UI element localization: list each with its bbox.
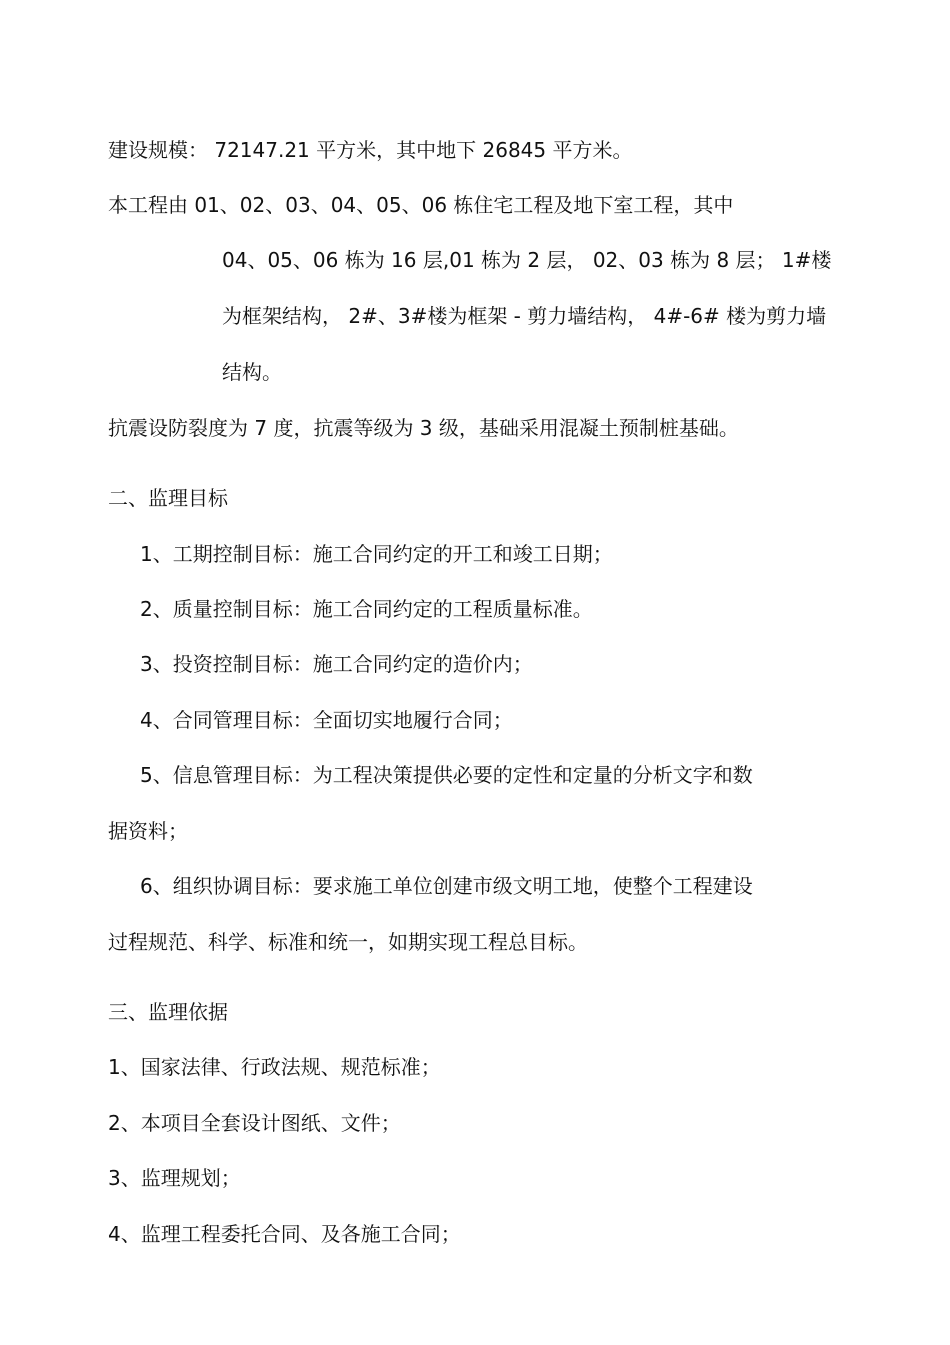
section-heading-supervision-goals: 二、监理目标	[108, 486, 228, 510]
project-composition-text: 结构。	[222, 360, 282, 384]
seismic-text: 抗震设防裂度为 7 度，抗震等级为 3 级，基础采用混凝土预制桩基础。	[108, 416, 739, 440]
goal-item-continued: 过程规范、科学、标准和统一，如期实现工程总目标。	[108, 930, 588, 954]
goal-item: 1、工期控制目标：施工合同约定的开工和竣工日期；	[140, 542, 613, 566]
basis-item: 4、监理工程委托合同、及各施工合同；	[108, 1222, 461, 1246]
project-composition-text: 04、05、06 栋为 16 层,01 栋为 2 层， 02、03 栋为 8 层； 1#楼	[222, 248, 832, 272]
basis-item: 3、监理规划；	[108, 1166, 241, 1190]
goal-item-continued: 据资料；	[108, 819, 188, 843]
project-composition-text: 本工程由 01、02、03、04、05、06 栋住宅工程及地下室工程，其中	[108, 193, 734, 217]
basis-item: 1、国家法律、行政法规、规范标准；	[108, 1055, 441, 1079]
construction-scale-text: 建设规模： 72147.21 平方米，其中地下 26845 平方米。	[108, 138, 633, 162]
basis-item: 2、本项目全套设计图纸、文件；	[108, 1111, 401, 1135]
goal-item: 4、合同管理目标：全面切实地履行合同；	[140, 708, 513, 732]
goal-item: 2、质量控制目标：施工合同约定的工程质量标准。	[140, 597, 593, 621]
goal-item: 6、组织协调目标：要求施工单位创建市级文明工地，使整个工程建设	[140, 874, 753, 898]
project-composition-text: 为框架结构， 2#、3#楼为框架 - 剪力墙结构， 4#-6# 楼为剪力墙	[222, 304, 827, 328]
goal-item: 5、信息管理目标：为工程决策提供必要的定性和定量的分析文字和数	[140, 763, 753, 787]
goal-item: 3、投资控制目标：施工合同约定的造价内；	[140, 652, 533, 676]
section-heading-supervision-basis: 三、监理依据	[108, 1000, 228, 1024]
